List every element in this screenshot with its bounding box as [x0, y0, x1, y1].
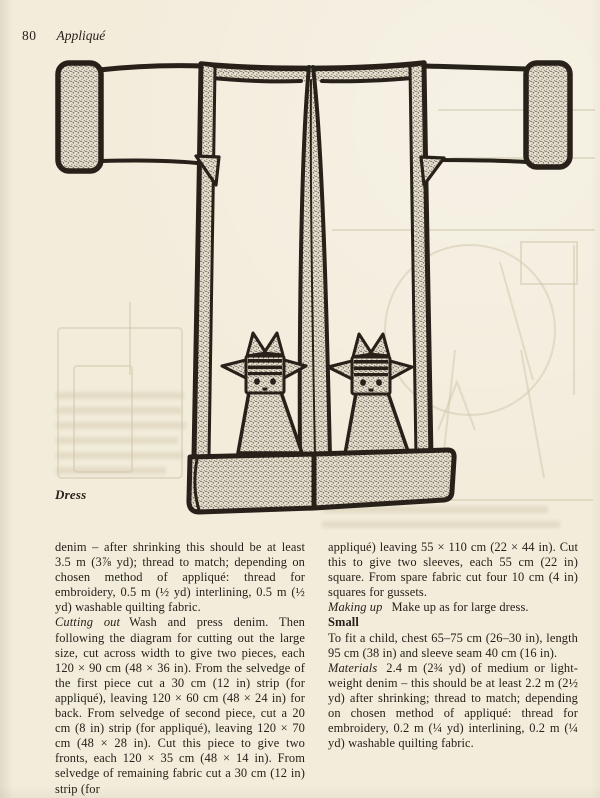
body-text [55, 540, 578, 797]
cat-mouth [369, 389, 374, 392]
paragraph-cutting-out: Cutting out Wash and press denim. Then following the diagram for cutting out the large size, cut across width to give two pieces, each 120 × 90 cm (48 × 36 in). From the selvedge of the first piece cut a 30 cm (12 in) strip (for appliqué), leaving 120 × 60 cm (48 × 24 in) for back. From selvedge of second piece, cut a 20 cm (8 in) strip (for appliqué), leaving 120 × 70 cm (48 × 28 in). Cut this piece to give two fronts, each 120 × 35 cm (48 × 14 in). From selvedge of remaining fabric cut a 30 cm (12 in) strip (for [55, 615, 306, 796]
cat-eye [254, 378, 260, 385]
cat-whisker-left [222, 360, 246, 378]
right-column [328, 540, 578, 797]
running-head [22, 28, 105, 44]
applique-band-left [194, 65, 215, 457]
run-in-head: Materials [328, 660, 378, 675]
run-in-head: Cutting out [55, 615, 121, 630]
chapter-title: Appliqué [56, 28, 106, 43]
dress-drawing [58, 63, 570, 512]
right-sleeve [425, 63, 570, 167]
paragraph-cutting-continued: appliqué) leaving 55 × 110 cm (22 × 44 in). Cut this to give two sleeves, each 55 cm (22 in) square. From spare fabric cut four 10 cm (4 in) squares for gussets. [328, 540, 578, 600]
page-number: 80 [22, 28, 37, 43]
paragraph-making-up: Making up Make up as for large dress. [328, 600, 529, 615]
right-sleeve-cuff [526, 63, 570, 167]
left-sleeve [58, 63, 203, 171]
cat-body [345, 393, 409, 454]
hem-band [189, 450, 454, 512]
paragraph-materials-small: Materials 2.4 m (2¾ yd) of medium or light-weight denim – this should be at least 2.2 m (2½ yd) after shrinking; thread to match; depending on chosen method of appliqué: thread for embroidery, 0.2 m (¼ yd) interlining, 0.2 m (¼ yd) washable quilting fabric. [328, 660, 578, 751]
cat-body [238, 392, 302, 453]
dress-illustration [0, 50, 600, 530]
cat-eye [376, 379, 382, 386]
cat-eye [360, 379, 366, 386]
cat-eye [270, 378, 276, 385]
applique-band-right [410, 65, 431, 457]
cat-mouth [263, 388, 268, 391]
cat-whisker-left [328, 361, 352, 379]
run-in-head: Making up [328, 600, 383, 615]
applique-band-center [300, 67, 330, 457]
section-heading-small: Small [328, 615, 359, 630]
cat-motif-left [222, 333, 306, 453]
paragraph-to-fit: To fit a child, chest 65–75 cm (26–30 in), length 95 cm (38 in) and sleeve seam 40 cm (16 in). [328, 630, 578, 660]
gusset-right [421, 157, 444, 185]
cat-ear-right [264, 333, 283, 355]
paragraph-materials-continued: denim – after shrinking this should be at least 3.5 m (3⅞ yd); thread to match; depending on chosen method of appliqué: thread for embroidery, 0.5 m (½ yd) interlining, 0.5 m (½ yd) washable quilting fabric. [55, 540, 305, 615]
cat-motif-right [328, 334, 412, 454]
left-column [55, 540, 305, 797]
cat-whisker-right [390, 361, 412, 379]
figure-caption: Dress [55, 487, 87, 502]
left-sleeve-cuff [58, 63, 101, 171]
